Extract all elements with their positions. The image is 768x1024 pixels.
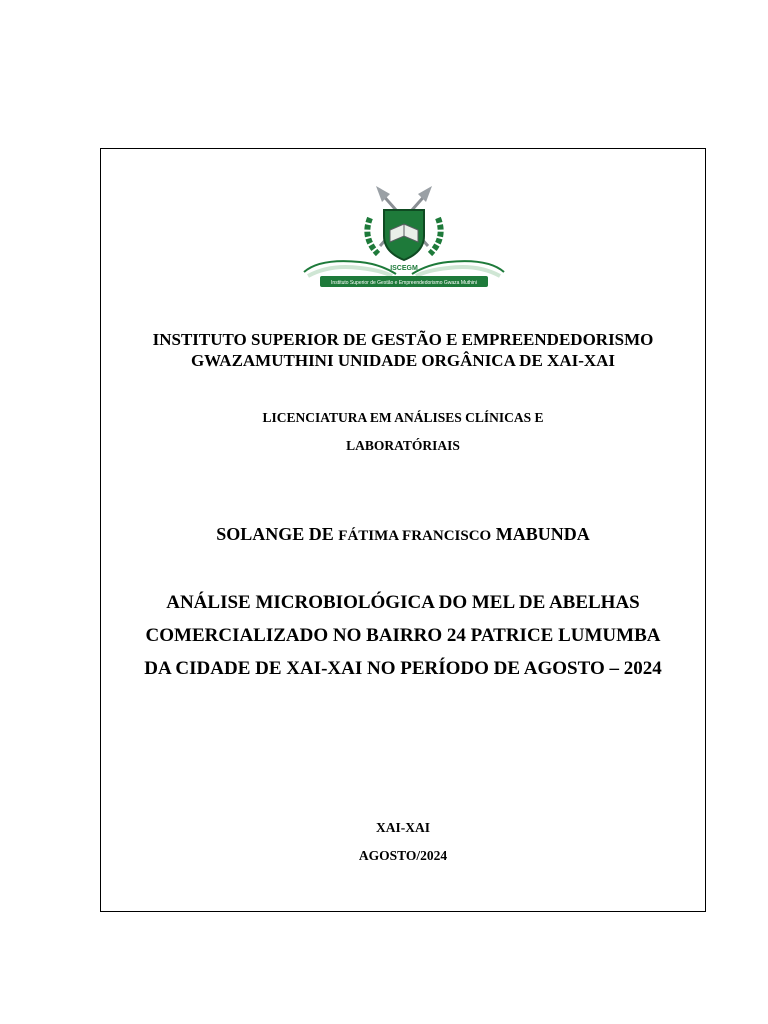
date: AGOSTO/2024: [358, 848, 448, 863]
logo-acronym: ISCEGM: [390, 265, 418, 272]
logo-banner-text: Instituto Superior de Gestão e Empreendedorismo Gwaza Muthini: [331, 280, 477, 286]
author-name-part2: FÁTIMA FRANCISCO: [338, 528, 492, 544]
thesis-title-line3: DA CIDADE DE XAI-XAI NO PERÍODO DE AGOSTO – 2024: [144, 658, 662, 679]
thesis-title-line1: ANÁLISE MICROBIOLÓGICA DO MEL DE ABELHAS: [166, 592, 640, 613]
course-line1: LICENCIATURA EM ANÁLISES CLÍNICAS E: [262, 410, 544, 425]
institution-logo: [300, 186, 508, 290]
course-line2: LABORATÓRIAIS: [346, 438, 460, 453]
author-name-part1: SOLANGE DE: [216, 524, 339, 544]
institution-name-line2: GWAZAMUTHINI UNIDADE ORGÂNICA DE XAI-XAI: [190, 351, 616, 370]
laurel-right: [430, 218, 441, 254]
thesis-title-line2: COMERCIALIZADO NO BAIRRO 24 PATRICE LUMUMBA: [145, 625, 661, 646]
author-name: [100, 524, 706, 545]
institution-name-line1: INSTITUTO SUPERIOR DE GESTÃO E EMPREENDEDORISMO: [152, 330, 654, 349]
laurel-left: [367, 218, 378, 254]
city: XAI-XAI: [376, 820, 430, 835]
author-name-part3: MABUNDA: [491, 524, 590, 544]
